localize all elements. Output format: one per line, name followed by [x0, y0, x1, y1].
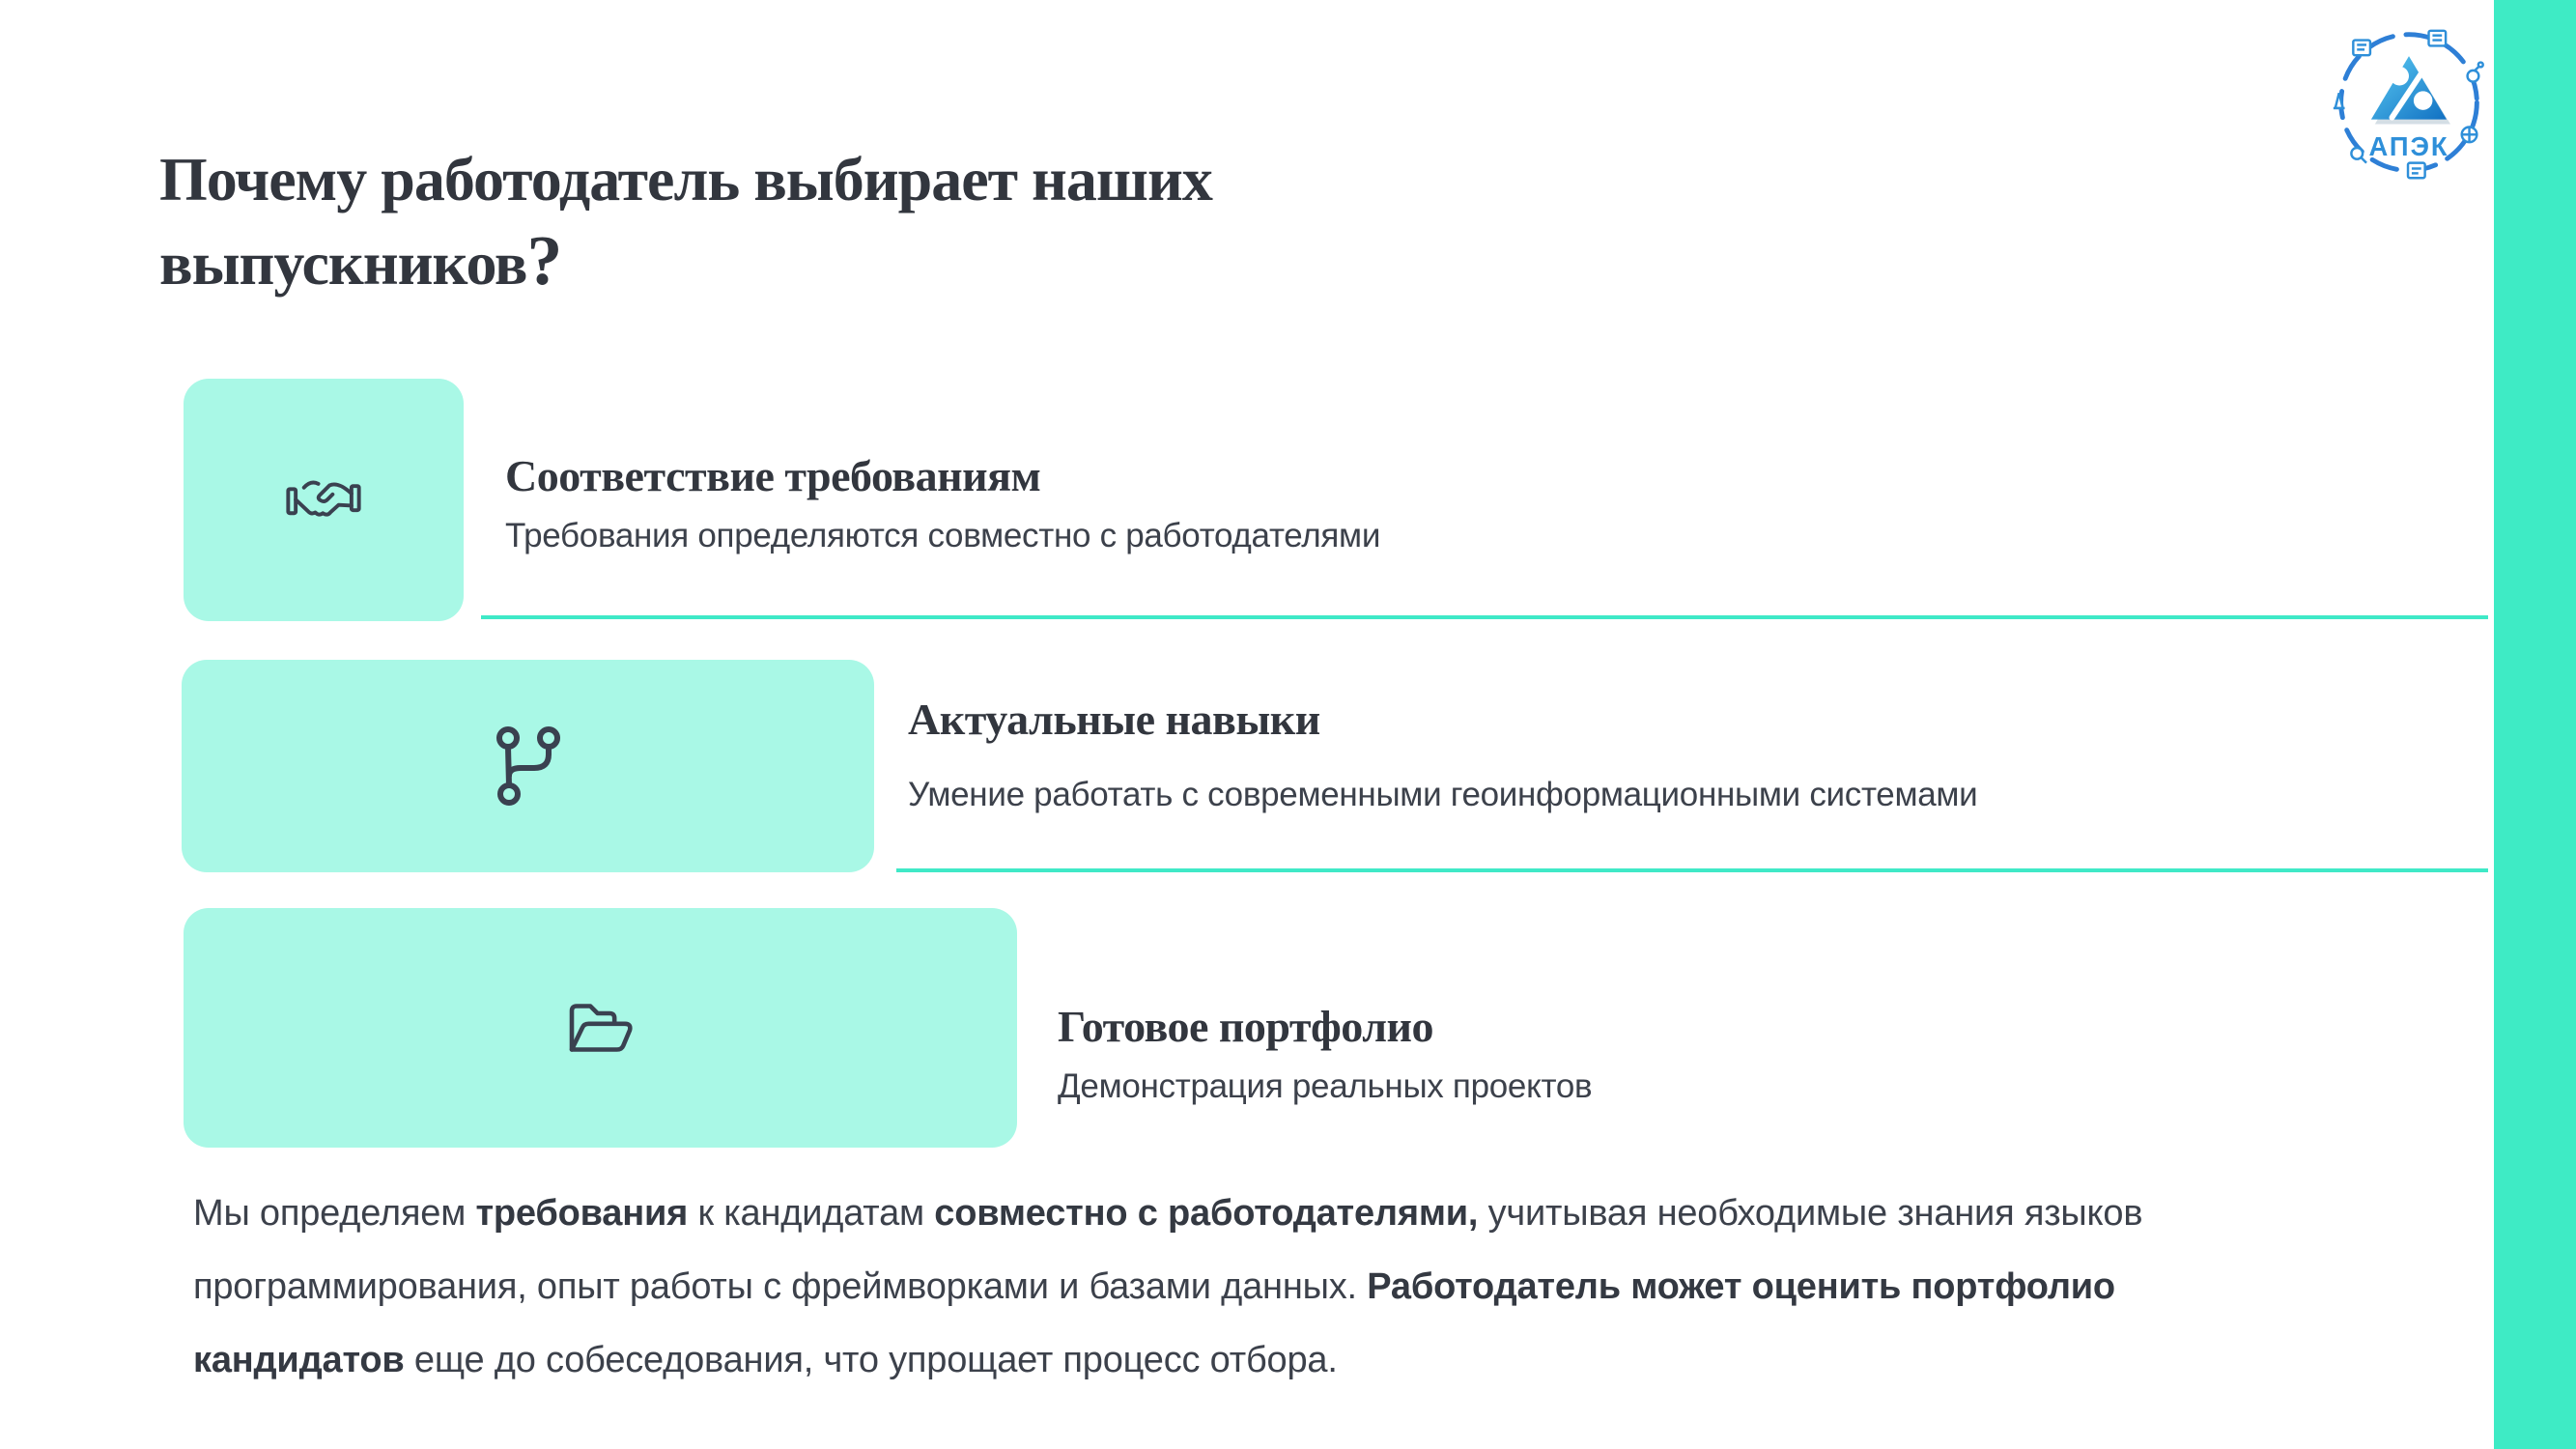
divider-line-2 [896, 868, 2488, 872]
card-portfolio-subtitle: Демонстрация реальных проектов [1058, 1067, 1593, 1105]
apek-logo [2326, 17, 2492, 193]
card-skills-title: Актуальные навыки [908, 695, 1320, 744]
card-portfolio [1058, 1001, 1592, 1106]
card-requirements-title: Соответствие требованиям [505, 451, 1041, 500]
card-portfolio-title: Готовое портфолио [1058, 1002, 1434, 1051]
card-requirements-iconbox [184, 379, 464, 621]
card-skills-iconbox [182, 660, 874, 872]
git-branch-icon [494, 725, 563, 807]
right-accent-stripe [2494, 0, 2576, 1449]
logo-text: АПЭК [2368, 130, 2449, 161]
open-folder-icon [562, 998, 639, 1058]
logo-triangle [2371, 56, 2450, 124]
card-skills-subtitle: Умение работать с современными геоинформационными системами [908, 776, 1978, 813]
page-title-text: Почему работодатель выбирает наших выпускников [159, 145, 1212, 298]
card-requirements-subtitle: Требования определяются совместно с работодателями [505, 517, 1381, 554]
card-portfolio-iconbox [184, 908, 1017, 1148]
question-mark: ? [526, 219, 563, 299]
page-title [159, 143, 1367, 302]
summary-paragraph: Мы определяем требования к кандидатам совместно с работодателями, учитывая необходимые знания языков программирования, опыт работы с фреймворками и базами данных. Работодатель может оценить портфолио кандидатов еще до собеседования, что упрощает процесс отбора. [193, 1193, 2143, 1380]
handshake-icon [286, 475, 361, 526]
divider-line-1 [481, 615, 2488, 619]
card-skills [908, 694, 1977, 814]
card-requirements [505, 450, 1380, 555]
